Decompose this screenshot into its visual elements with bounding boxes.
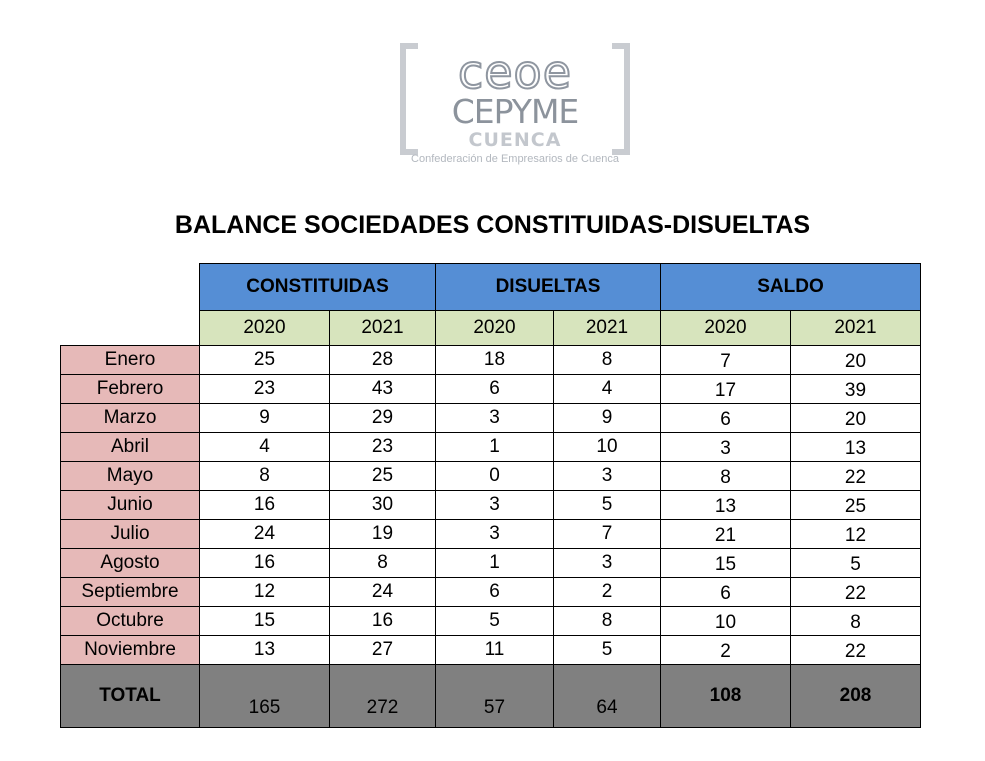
value-cell: 1 [436, 549, 554, 578]
year-header: 2020 [661, 311, 791, 346]
corner-blank [61, 311, 200, 346]
total-value-cell: 272 [330, 665, 436, 728]
year-header: 2020 [436, 311, 554, 346]
value-cell: 23 [200, 375, 330, 404]
value-cell: 22 [791, 636, 921, 665]
value-cell: 6 [436, 375, 554, 404]
table-row [61, 404, 921, 433]
value-cell: 22 [791, 578, 921, 607]
value-cell: 9 [200, 404, 330, 433]
value-cell: 22 [791, 462, 921, 491]
value-cell: 15 [661, 549, 791, 578]
month-label: Noviembre [61, 636, 200, 665]
value-cell: 16 [200, 491, 330, 520]
value-cell: 6 [436, 578, 554, 607]
value-cell: 16 [330, 607, 436, 636]
total-label: TOTAL [61, 665, 200, 728]
logo-tagline: Confederación de Empresarios de Cuenca [411, 153, 619, 165]
month-label: Septiembre [61, 578, 200, 607]
value-cell: 8 [554, 607, 661, 636]
ceoe-cepyme-logo [400, 43, 630, 167]
table-row [61, 520, 921, 549]
table-row [61, 462, 921, 491]
balance-table [60, 263, 921, 728]
total-value-cell: 165 [200, 665, 330, 728]
table-row [61, 375, 921, 404]
month-label: Enero [61, 346, 200, 375]
value-cell: 3 [436, 404, 554, 433]
year-header: 2021 [554, 311, 661, 346]
year-header: 2021 [791, 311, 921, 346]
value-cell: 7 [661, 346, 791, 375]
total-value-cell: 208 [791, 665, 921, 728]
value-cell: 8 [200, 462, 330, 491]
value-cell: 2 [661, 636, 791, 665]
total-value-cell: 64 [554, 665, 661, 728]
value-cell: 19 [330, 520, 436, 549]
table-row [61, 549, 921, 578]
value-cell: 4 [554, 375, 661, 404]
logo-ceoe-text: ceoe [457, 45, 573, 99]
value-cell: 16 [200, 549, 330, 578]
value-cell: 27 [330, 636, 436, 665]
value-cell: 43 [330, 375, 436, 404]
value-cell: 8 [554, 346, 661, 375]
value-cell: 9 [554, 404, 661, 433]
value-cell: 0 [436, 462, 554, 491]
value-cell: 15 [200, 607, 330, 636]
total-value-cell: 57 [436, 665, 554, 728]
page-title: BALANCE SOCIEDADES CONSTITUIDAS-DISUELTAS [174, 211, 811, 239]
group-header-constituidas: CONSTITUIDAS [200, 264, 436, 311]
logo-cuenca-text: CUENCA [468, 129, 562, 151]
logo-bracket-left [400, 43, 418, 155]
value-cell: 3 [554, 549, 661, 578]
value-cell: 12 [791, 520, 921, 549]
month-label: Agosto [61, 549, 200, 578]
value-cell: 13 [661, 491, 791, 520]
value-cell: 2 [554, 578, 661, 607]
table-row [61, 346, 921, 375]
month-label: Mayo [61, 462, 200, 491]
logo-bracket-right [612, 43, 630, 155]
value-cell: 29 [330, 404, 436, 433]
value-cell: 8 [791, 607, 921, 636]
month-label: Febrero [61, 375, 200, 404]
value-cell: 6 [661, 578, 791, 607]
logo-cepyme-text: CEPYME [451, 92, 579, 131]
value-cell: 5 [554, 636, 661, 665]
group-header-disueltas: DISUELTAS [436, 264, 661, 311]
value-cell: 1 [436, 433, 554, 462]
value-cell: 25 [330, 462, 436, 491]
value-cell: 5 [554, 491, 661, 520]
month-label: Marzo [61, 404, 200, 433]
value-cell: 20 [791, 404, 921, 433]
month-label: Abril [61, 433, 200, 462]
value-cell: 18 [436, 346, 554, 375]
value-cell: 8 [661, 462, 791, 491]
month-label: Julio [61, 520, 200, 549]
table-row [61, 491, 921, 520]
value-cell: 8 [330, 549, 436, 578]
total-row [61, 665, 921, 728]
table-row [61, 433, 921, 462]
value-cell: 21 [661, 520, 791, 549]
value-cell: 10 [661, 607, 791, 636]
year-header-row [61, 311, 921, 346]
value-cell: 30 [330, 491, 436, 520]
group-header-row [61, 264, 921, 311]
value-cell: 39 [791, 375, 921, 404]
table-row [61, 607, 921, 636]
value-cell: 20 [791, 346, 921, 375]
value-cell: 28 [330, 346, 436, 375]
value-cell: 5 [791, 549, 921, 578]
value-cell: 25 [791, 491, 921, 520]
month-label: Octubre [61, 607, 200, 636]
value-cell: 24 [330, 578, 436, 607]
value-cell: 12 [200, 578, 330, 607]
value-cell: 11 [436, 636, 554, 665]
value-cell: 5 [436, 607, 554, 636]
value-cell: 3 [661, 433, 791, 462]
value-cell: 13 [200, 636, 330, 665]
value-cell: 23 [330, 433, 436, 462]
month-label: Junio [61, 491, 200, 520]
value-cell: 7 [554, 520, 661, 549]
corner-blank [61, 264, 200, 311]
table-row [61, 578, 921, 607]
value-cell: 13 [791, 433, 921, 462]
value-cell: 17 [661, 375, 791, 404]
value-cell: 24 [200, 520, 330, 549]
total-value-cell: 108 [661, 665, 791, 728]
value-cell: 6 [661, 404, 791, 433]
value-cell: 25 [200, 346, 330, 375]
value-cell: 3 [436, 520, 554, 549]
value-cell: 10 [554, 433, 661, 462]
group-header-saldo: SALDO [661, 264, 921, 311]
table-row [61, 636, 921, 665]
year-header: 2020 [200, 311, 330, 346]
value-cell: 3 [554, 462, 661, 491]
value-cell: 4 [200, 433, 330, 462]
year-header: 2021 [330, 311, 436, 346]
value-cell: 3 [436, 491, 554, 520]
